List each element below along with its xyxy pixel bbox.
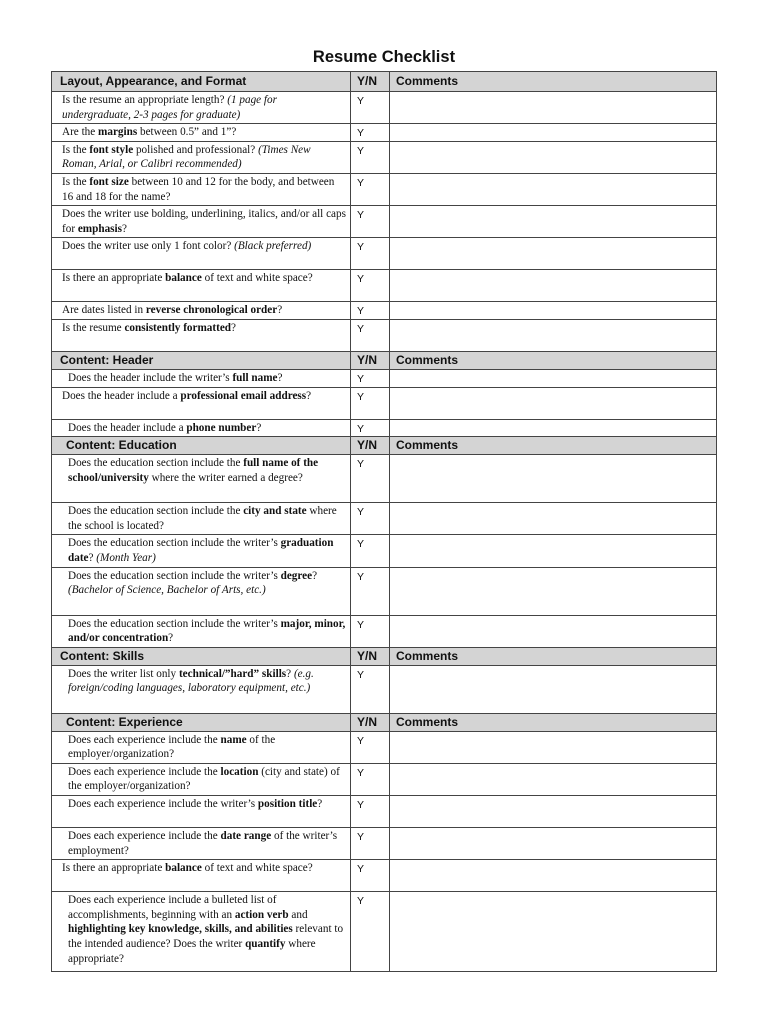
- checklist-question: [52, 369, 351, 387]
- checklist-row: [52, 238, 717, 270]
- question-text: ?: [121, 222, 127, 235]
- emphasis-text: full name of the school/university: [68, 457, 319, 484]
- comments-cell[interactable]: [390, 270, 717, 302]
- checklist-question: [52, 796, 351, 828]
- section-header-row: [52, 72, 717, 92]
- question-text: Does each experience include the: [68, 765, 221, 778]
- emphasis-text: emphasis: [77, 222, 122, 235]
- question-text: Is there an appropriate: [62, 862, 166, 875]
- yn-column-header: Y/N: [351, 647, 390, 665]
- question-text: where the writer earned a degree?: [148, 471, 303, 484]
- question-text: ?: [317, 798, 323, 811]
- question-text: of the writer’s employment?: [68, 830, 338, 857]
- checklist-question: [52, 302, 351, 320]
- checklist-row: [52, 731, 717, 763]
- yn-answer: Y: [351, 860, 390, 892]
- yn-answer: Y: [351, 892, 390, 972]
- checklist-question: [52, 141, 351, 173]
- question-text: Is the: [62, 143, 90, 156]
- checklist-row: [52, 615, 717, 647]
- comments-cell[interactable]: [390, 665, 717, 713]
- yn-answer: Y: [351, 796, 390, 828]
- checklist-question: [52, 173, 351, 205]
- emphasis-text: font size: [89, 175, 129, 188]
- comments-cell[interactable]: [390, 535, 717, 567]
- emphasis-text: highlighting key knowledge, skills, and abilities: [68, 923, 293, 936]
- emphasis-text: balance: [165, 862, 202, 875]
- emphasis-text: technical/”hard” skills: [178, 667, 287, 680]
- question-text: Is the resume: [62, 321, 125, 334]
- question-text: where the school is located?: [68, 505, 337, 532]
- question-text: (city and state) of the employer/organization?: [68, 765, 340, 793]
- question-text: of text and white space?: [201, 272, 313, 285]
- checklist-row: [52, 387, 717, 419]
- yn-answer: Y: [351, 731, 390, 763]
- emphasis-text: reverse chronological order: [145, 304, 278, 317]
- yn-answer: Y: [351, 567, 390, 615]
- yn-answer: Y: [351, 92, 390, 124]
- yn-column-header: Y/N: [351, 351, 390, 369]
- yn-answer: Y: [351, 419, 390, 437]
- example-text: (Month Year): [96, 551, 156, 564]
- question-text: Does the writer use bolding, underlining, italics, and/or all caps for: [62, 208, 346, 235]
- question-text: ?: [277, 304, 283, 317]
- checklist-question: [52, 665, 351, 713]
- checklist-row: [52, 302, 717, 320]
- comments-cell[interactable]: [390, 567, 717, 615]
- question-text: ?: [168, 632, 174, 645]
- question-text: Does the header include a: [68, 421, 187, 434]
- comments-cell[interactable]: [390, 828, 717, 860]
- comments-cell[interactable]: [390, 124, 717, 142]
- example-text: (e.g. foreign/coding languages, laboratory equipment, etc.): [68, 667, 314, 695]
- checklist-row: [52, 828, 717, 860]
- comments-cell[interactable]: [390, 369, 717, 387]
- checklist-row: [52, 455, 717, 503]
- example-text: (Times New Roman, Arial, or Calibri recommended): [62, 143, 311, 171]
- checklist-question: [52, 731, 351, 763]
- checklist-row: [52, 319, 717, 351]
- question-text: Is there an appropriate: [62, 272, 166, 285]
- checklist-row: [52, 141, 717, 173]
- question-text: Does each experience include the: [68, 733, 221, 746]
- section-heading: Layout, Appearance, and Format: [52, 72, 351, 92]
- comments-column-header: Comments: [390, 351, 717, 369]
- checklist-row: [52, 860, 717, 892]
- comments-cell[interactable]: [390, 731, 717, 763]
- checklist-question: [52, 503, 351, 535]
- checklist-question: [52, 535, 351, 567]
- emphasis-text: location: [220, 765, 259, 778]
- checklist-question: [52, 319, 351, 351]
- emphasis-text: major, minor, and/or concentration: [68, 617, 346, 645]
- yn-answer: Y: [351, 270, 390, 302]
- question-text: Does the writer use only 1 font color?: [62, 240, 235, 253]
- emphasis-text: consistently formatted: [124, 321, 232, 334]
- question-text: ?: [256, 421, 262, 434]
- question-text: of the employer/organization?: [68, 733, 276, 761]
- yn-column-header: Y/N: [351, 72, 390, 92]
- emphasis-text: date range: [220, 830, 272, 843]
- yn-answer: Y: [351, 173, 390, 205]
- checklist-question: [52, 763, 351, 795]
- question-text: Does the writer list only: [68, 667, 179, 680]
- emphasis-text: position title: [257, 798, 318, 811]
- checklist-row: [52, 763, 717, 795]
- question-text: Does the education section include the writer’s: [68, 537, 281, 550]
- section-heading: Content: Header: [52, 351, 351, 369]
- section-header-row: [52, 351, 717, 369]
- section-header-row: [52, 647, 717, 665]
- question-text: Does the education section include the: [68, 505, 244, 518]
- yn-answer: Y: [351, 369, 390, 387]
- checklist-question: [52, 270, 351, 302]
- checklist-row: [52, 369, 717, 387]
- question-text: Does the education section include the: [68, 457, 244, 470]
- question-text: between 0.5” and 1”?: [137, 126, 237, 139]
- question-text: and: [288, 908, 308, 921]
- comments-cell[interactable]: [390, 238, 717, 270]
- yn-column-header: Y/N: [351, 437, 390, 455]
- question-text: ?: [277, 371, 283, 384]
- checklist-question: [52, 615, 351, 647]
- checklist-question: [52, 455, 351, 503]
- checklist-question: [52, 238, 351, 270]
- question-text: polished and professional?: [133, 143, 259, 156]
- emphasis-text: action verb: [234, 908, 289, 921]
- question-text: Is the resume an appropriate length?: [62, 94, 228, 106]
- emphasis-text: balance: [165, 272, 202, 285]
- yn-answer: Y: [351, 535, 390, 567]
- section-heading: Content: Skills: [52, 647, 351, 665]
- question-text: Does each experience include the writer’s: [68, 798, 258, 811]
- checklist-row: [52, 419, 717, 437]
- question-text: between 10 and 12 for the body, and between 16 and 18 for the name?: [62, 175, 335, 203]
- comments-column-header: Comments: [390, 647, 717, 665]
- emphasis-text: degree: [280, 569, 313, 582]
- yn-answer: Y: [351, 124, 390, 142]
- checklist-row: [52, 567, 717, 615]
- example-text: (1 page for undergraduate, 2-3 pages for graduate): [62, 94, 277, 121]
- comments-cell[interactable]: [390, 141, 717, 173]
- checklist-question: [52, 828, 351, 860]
- checklist-row: [52, 173, 717, 205]
- checklist-question: [52, 419, 351, 437]
- yn-answer: Y: [351, 238, 390, 270]
- checklist-question: [52, 860, 351, 892]
- checklist-table: [51, 71, 717, 972]
- yn-answer: Y: [351, 763, 390, 795]
- comments-cell[interactable]: [390, 302, 717, 320]
- emphasis-text: margins: [98, 126, 138, 139]
- comments-cell[interactable]: [390, 173, 717, 205]
- comments-cell[interactable]: [390, 419, 717, 437]
- yn-column-header: Y/N: [351, 713, 390, 731]
- question-text: Does the header include the writer’s: [68, 371, 233, 384]
- checklist-row: [52, 665, 717, 713]
- comments-column-header: Comments: [390, 437, 717, 455]
- comments-cell[interactable]: [390, 455, 717, 503]
- question-text: Are dates listed in: [62, 304, 146, 317]
- question-text: Does each experience include the: [68, 830, 221, 843]
- checklist-row: [52, 503, 717, 535]
- yn-answer: Y: [351, 615, 390, 647]
- yn-answer: Y: [351, 302, 390, 320]
- comments-cell[interactable]: [390, 615, 717, 647]
- emphasis-text: quantify: [245, 938, 286, 951]
- yn-answer: Y: [351, 828, 390, 860]
- question-text: ?: [312, 569, 318, 582]
- checklist-row: [52, 270, 717, 302]
- comments-cell[interactable]: [390, 796, 717, 828]
- yn-answer: Y: [351, 665, 390, 713]
- emphasis-text: full name: [232, 371, 278, 384]
- checklist-row: [52, 92, 717, 124]
- yn-answer: Y: [351, 319, 390, 351]
- question-text: ?: [231, 321, 236, 334]
- question-text: ?: [286, 667, 294, 680]
- emphasis-text: graduation date: [68, 537, 334, 564]
- document-title: Resume Checklist: [312, 48, 456, 66]
- checklist-row: [52, 535, 717, 567]
- comments-cell[interactable]: [390, 763, 717, 795]
- question-text: Does the education section include the writer’s: [68, 617, 281, 630]
- question-text: ?: [88, 551, 97, 564]
- question-text: of text and white space?: [201, 862, 313, 875]
- section-heading: Content: Experience: [52, 713, 351, 731]
- comments-cell[interactable]: [390, 892, 717, 972]
- checklist-question: [52, 892, 351, 972]
- question-text: Is the: [62, 175, 90, 188]
- example-text: (Bachelor of Science, Bachelor of Arts, etc.): [68, 584, 266, 597]
- comments-cell[interactable]: [390, 860, 717, 892]
- comments-column-header: Comments: [390, 72, 717, 92]
- question-text: Does the education section include the writer’s: [68, 569, 281, 582]
- comments-cell[interactable]: [390, 387, 717, 419]
- yn-answer: Y: [351, 141, 390, 173]
- emphasis-text: phone number: [186, 421, 257, 434]
- example-text: (Black preferred): [234, 240, 312, 253]
- checklist-question: [52, 92, 351, 124]
- comments-cell[interactable]: [390, 319, 717, 351]
- question-text: ?: [306, 389, 312, 402]
- yn-answer: Y: [351, 387, 390, 419]
- section-header-row: [52, 437, 717, 455]
- yn-answer: Y: [351, 455, 390, 503]
- section-header-row: [52, 713, 717, 731]
- question-text: Are the: [62, 126, 99, 139]
- comments-cell[interactable]: [390, 92, 717, 124]
- emphasis-text: font style: [89, 143, 134, 156]
- question-text: Does each experience include a bulleted list of accomplishments, beginning with an: [68, 894, 277, 921]
- checklist-row: [52, 796, 717, 828]
- emphasis-text: professional email address: [180, 389, 307, 402]
- comments-column-header: Comments: [390, 713, 717, 731]
- question-text: relevant to the intended audience? Does the writer: [68, 923, 344, 951]
- emphasis-text: name: [220, 733, 247, 746]
- checklist-question: [52, 206, 351, 238]
- question-text: Does the header include a: [62, 389, 181, 402]
- checklist-row: [52, 206, 717, 238]
- emphasis-text: city and state: [243, 505, 307, 518]
- comments-cell[interactable]: [390, 503, 717, 535]
- checklist-row: [52, 892, 717, 972]
- comments-cell[interactable]: [390, 206, 717, 238]
- section-heading: Content: Education: [52, 437, 351, 455]
- question-text: where appropriate?: [68, 938, 316, 965]
- checklist-row: [52, 124, 717, 142]
- yn-answer: Y: [351, 206, 390, 238]
- checklist-question: [52, 387, 351, 419]
- checklist-question: [52, 124, 351, 142]
- yn-answer: Y: [351, 503, 390, 535]
- checklist-question: [52, 567, 351, 615]
